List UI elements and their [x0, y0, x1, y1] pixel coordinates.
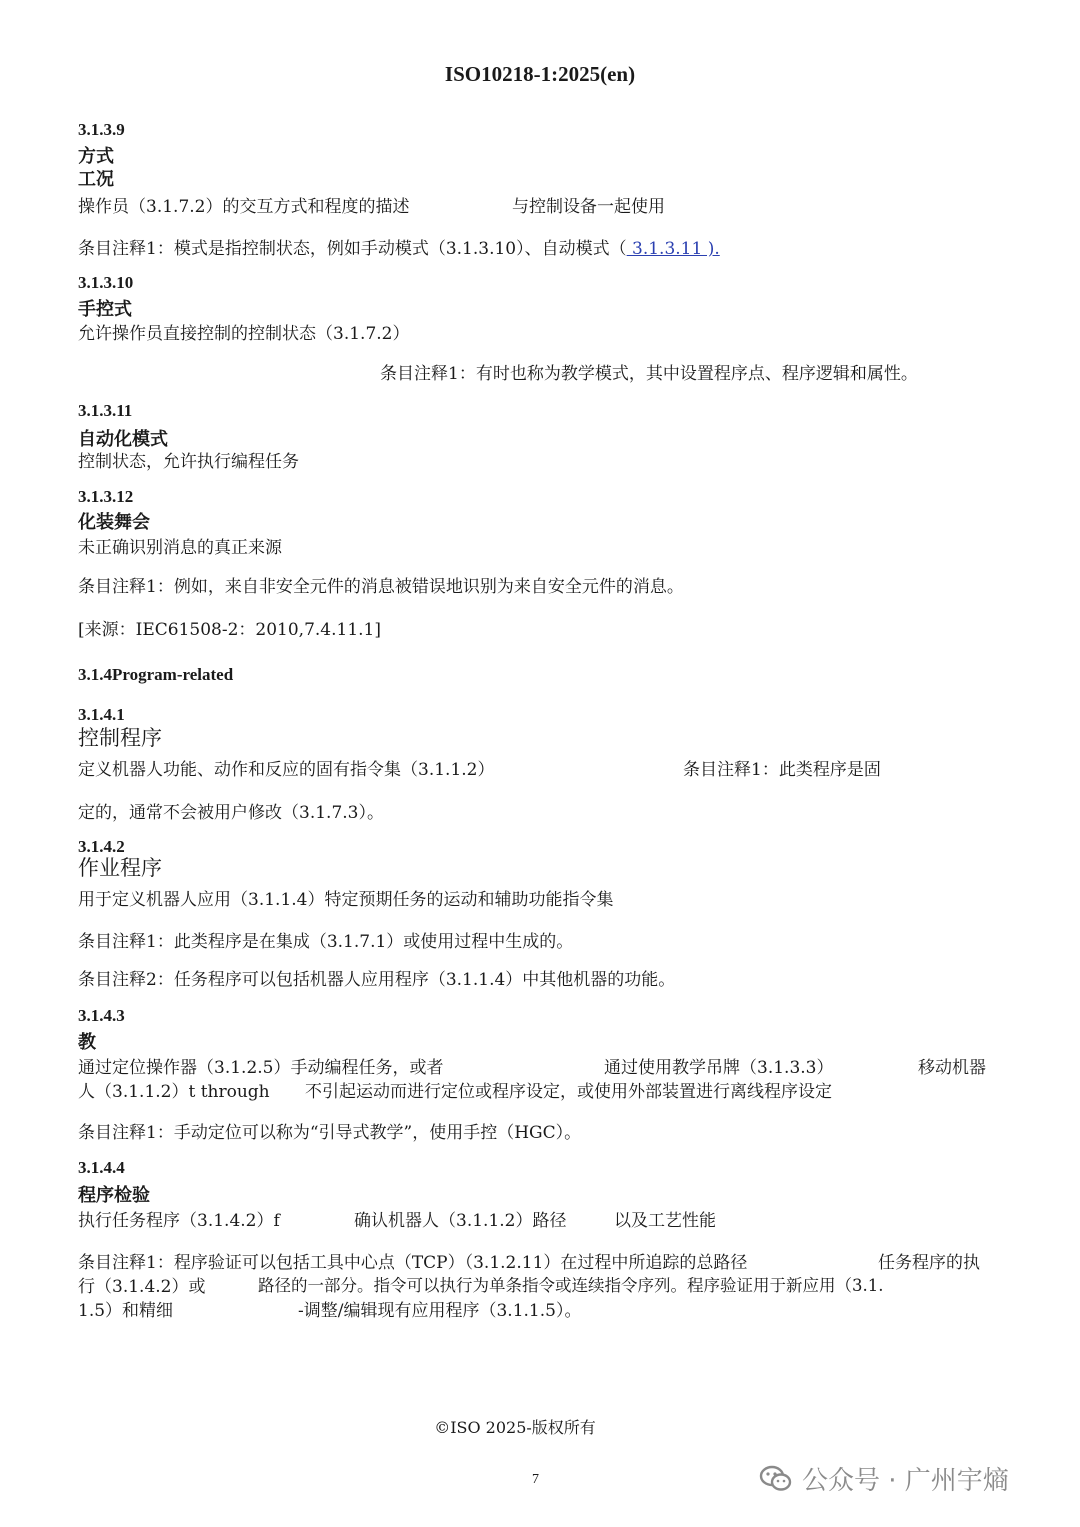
- definition-cont: 与控制设备一起使用: [512, 197, 665, 217]
- note: 条目注释1：此类程序是在集成（3.1.7.1）或使用过程中生成的。: [78, 932, 574, 952]
- term: 自动化模式: [78, 429, 168, 450]
- definition-cont: 以及工艺性能: [614, 1211, 716, 1231]
- document-header: ISO10218-1:2025(en): [444, 62, 636, 86]
- definition-cont: 确认机器人（3.1.1.2）路径: [354, 1211, 567, 1231]
- clause-number: 3.1.3.12: [78, 487, 134, 506]
- clause-number: 3.1.4.4: [78, 1158, 125, 1177]
- clause-number: 3.1.4.3: [78, 1006, 125, 1025]
- definition: 用于定义机器人应用（3.1.1.4）特定预期任务的运动和辅助功能指令集: [78, 890, 614, 910]
- definition: 允许操作员直接控制的控制状态（3.1.7.2）: [78, 324, 410, 344]
- note-text: 条目注释1：模式是指控制状态，例如手动模式（3.1.3.10）、自动模式（: [78, 239, 627, 259]
- definition-cont: 不引起运动而进行定位或程序设定，或使用外部装置进行离线程序设定: [305, 1082, 832, 1102]
- watermark: [758, 1460, 1009, 1497]
- term: 方式: [78, 146, 114, 167]
- clause-number: 3.1.3.10: [78, 273, 134, 292]
- term: 手控式: [78, 299, 132, 320]
- definition: 控制状态，允许执行编程任务: [78, 452, 299, 472]
- source-reference: [来源：IEC61508-2：2010,7.4.11.1]: [78, 620, 381, 640]
- page-number: 7: [532, 1472, 539, 1487]
- definition: 通过定位操作器（3.1.2.5）手动编程任务，或者: [78, 1058, 444, 1078]
- term: 教: [78, 1032, 96, 1053]
- wechat-icon: [758, 1461, 794, 1497]
- note: 条目注释1：例如，来自非安全元件的消息被错误地识别为来自安全元件的消息。: [78, 577, 684, 597]
- definition: 未正确识别消息的真正来源: [78, 538, 282, 558]
- note-cont: 1.5）和精细: [78, 1301, 174, 1321]
- clause-number: 3.1.3.9: [78, 120, 125, 139]
- note-cont: 路径的一部分。指令可以执行为单条指令或连续指令序列。程序验证用于新应用（3.1.: [258, 1276, 884, 1295]
- note-cont: 行（3.1.4.2）或: [78, 1277, 206, 1297]
- clause-number: 3.1.4.1: [78, 705, 125, 724]
- note-cont: 任务程序的执: [878, 1253, 980, 1273]
- definition: 执行任务程序（3.1.4.2）f: [78, 1211, 280, 1231]
- watermark-text: 公众号 · 广州宇熵: [802, 1466, 1009, 1496]
- term: 化装舞会: [78, 512, 150, 533]
- copyright: ©ISO 2025-版权所有: [434, 1418, 596, 1437]
- cross-ref-link[interactable]: 3.1.3.11 ).: [626, 239, 720, 259]
- clause-number: 3.1.4.2: [78, 837, 125, 856]
- definition: 操作员（3.1.7.2）的交互方式和程度的描述: [78, 197, 410, 217]
- note: 条目注释1：程序验证可以包括工具中心点（TCP）（3.1.2.11）在过程中所追踪的总路径: [78, 1253, 748, 1273]
- term: 程序检验: [78, 1185, 150, 1206]
- term: 控制程序: [78, 726, 162, 750]
- section-heading: 3.1.4Program-related: [78, 665, 234, 684]
- definition-cont: 移动机器: [918, 1058, 986, 1078]
- term: 作业程序: [78, 856, 162, 880]
- definition: 定义机器人功能、动作和反应的固有指令集（3.1.1.2）: [78, 760, 495, 780]
- definition-cont: 人（3.1.1.2）t through: [78, 1082, 270, 1102]
- note: [78, 234, 720, 259]
- term-alt: 工况: [78, 169, 114, 190]
- note: 条目注释1：有时也称为教学模式，其中设置程序点、程序逻辑和属性。: [380, 364, 918, 384]
- definition-cont: 通过使用教学吊牌（3.1.3.3）: [604, 1058, 834, 1078]
- note-cont: 定的，通常不会被用户修改（3.1.7.3）。: [78, 803, 384, 823]
- clause-number: 3.1.3.11: [78, 401, 133, 420]
- note-cont: -调整/编辑现有应用程序（3.1.1.5）。: [298, 1301, 582, 1321]
- note: 条目注释1：此类程序是固: [683, 760, 881, 780]
- note: 条目注释1：手动定位可以称为“引导式教学”，使用手控（HGC）。: [78, 1123, 582, 1143]
- note: 条目注释2：任务程序可以包括机器人应用程序（3.1.1.4）中其他机器的功能。: [78, 970, 676, 990]
